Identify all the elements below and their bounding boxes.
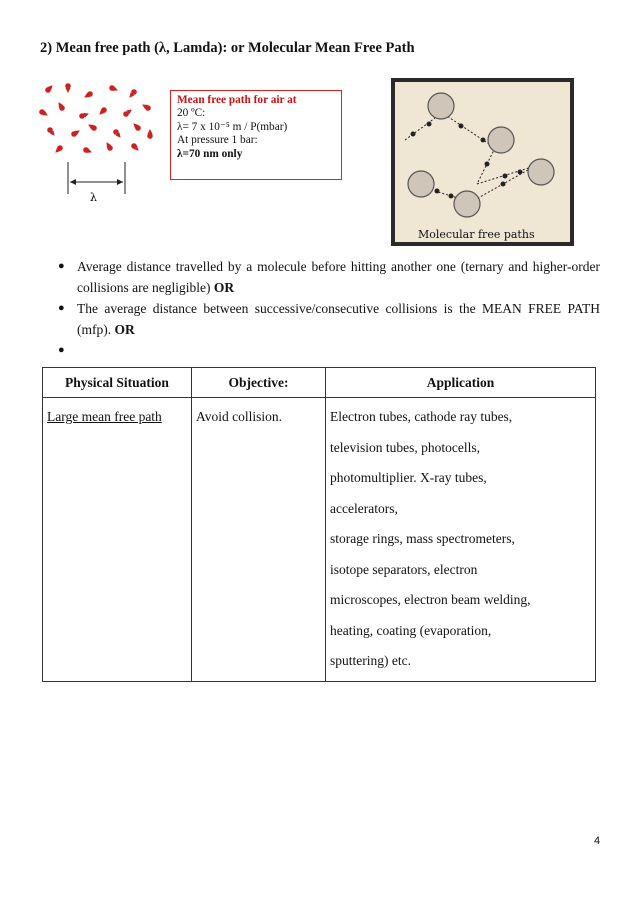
table-header-row: [43, 368, 596, 398]
header-objective: Objective:: [192, 368, 326, 398]
molecular-free-paths-figure: [391, 78, 574, 246]
application-line: Electron tubes, cathode ray tubes,: [330, 409, 513, 424]
figure-caption: Molecular free paths: [418, 228, 535, 241]
cell-application: [326, 398, 596, 682]
free-paths-diagram: [395, 82, 570, 242]
table-row: [43, 398, 596, 682]
bullet-dot-icon: ●: [58, 260, 65, 272]
bullet-item: [44, 340, 600, 361]
page-number: 4: [594, 835, 601, 847]
application-line: photomultiplier. X-ray tubes,: [330, 470, 487, 485]
application-line: microscopes, electron beam welding,: [330, 592, 531, 607]
application-line: sputtering) etc.: [330, 653, 411, 668]
applications-table: [42, 367, 596, 682]
application-line: heating, coating (evaporation,: [330, 622, 492, 638]
section-heading: 2) Mean free path (λ, Lamda): or Molecular Mean Free Path: [40, 40, 415, 56]
bullet-dot-icon: ●: [58, 302, 65, 314]
application-line: storage rings, mass spectrometers,: [330, 531, 515, 546]
bullet-list: [44, 256, 600, 361]
application-line: television tubes, photocells,: [330, 439, 480, 455]
header-application: Application: [326, 368, 596, 398]
cell-objective: Avoid collision.: [192, 398, 326, 682]
info-line: λ= 7 x 10⁻⁵ m / P(mbar): [177, 120, 288, 133]
bullet-or: OR: [114, 322, 135, 337]
bullet-or: OR: [213, 280, 235, 295]
lambda-label: λ: [90, 191, 97, 204]
info-line: At pressure 1 bar:: [177, 134, 258, 147]
mean-free-path-info-box: [170, 90, 342, 180]
header-physical-situation: Physical Situation: [43, 368, 192, 398]
info-line: Mean free path for air at: [177, 94, 297, 106]
bullet-text: Average distance travelled by a molecule before hitting another one (ternary and higher-order collisions are negligible): [77, 259, 600, 295]
bullet-dot-icon: ●: [58, 344, 65, 356]
bullet-text: [77, 343, 80, 358]
bullet-text: The average distance between successive/consecutive collisions is the MEAN FREE PATH (mfp).: [77, 301, 600, 337]
info-line: 20 ºC:: [177, 107, 206, 120]
bullet-item: [44, 298, 600, 340]
application-line: accelerators,: [330, 500, 398, 516]
cell-situation: Large mean free path: [43, 398, 192, 682]
application-line: isotope separators, electron: [330, 561, 478, 577]
bullet-item: [44, 256, 600, 298]
info-line: λ=70 nm only: [177, 147, 243, 160]
